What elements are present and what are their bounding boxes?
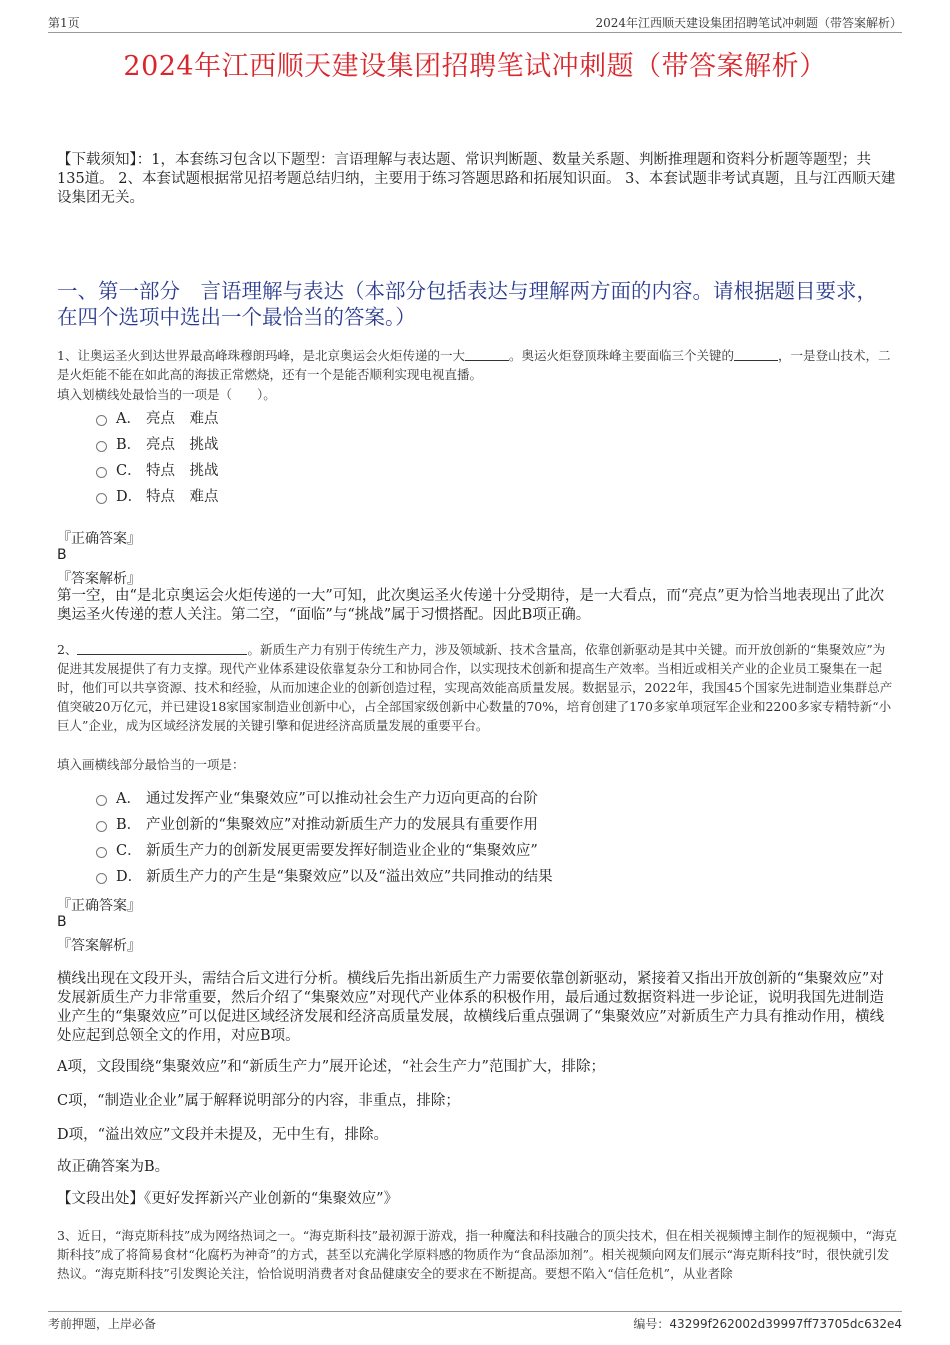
option-d[interactable]: D． 特点 难点 bbox=[96, 484, 219, 510]
answer-value: B bbox=[57, 914, 67, 930]
analysis-text: 第一空，由“是北京奥运会火炬传递的一大”可知，此次奥运圣火传递十分受期待，是一大看点，而“亮点”更为恰当地表现出了此次奥运圣火传递的惹人关注。第二空，“面临”与“挑战”属于习惯搭配。因此B项正确。 bbox=[57, 588, 885, 623]
option-d-note: D项，“溢出效应”文段并未提及，无中生有，排除。 bbox=[57, 1127, 388, 1143]
blank-line bbox=[77, 642, 247, 655]
radio-icon[interactable] bbox=[96, 441, 107, 452]
answer-label: 『正确答案』 bbox=[57, 531, 141, 547]
option-b[interactable]: B． 产业创新的“集聚效应”对推动新质生产力的发展具有重要作用 bbox=[96, 812, 553, 838]
analysis-text: 横线出现在文段开头，需结合后文进行分析。横线后先指出新质生产力需要依靠创新驱动，紧接着又指出开放创新的“集聚效应”对发展新质生产力非常重要，然后介绍了“集聚效应”对现代产业体系的积极作用，最后通过数据资料进一步论证，说明我国先进制造业产生的“集聚效应”可以促进区域经济发展和经济高质量发展，故横线后重点强调了“集聚效应”对新质生产力具有推动作用，横线处应起到总领全文的作用，对应B项。 bbox=[57, 971, 885, 1044]
radio-icon[interactable] bbox=[96, 847, 107, 858]
question-2-text: 2、 。新质生产力有别于传统生产力，涉及领域新、技术含量高，依靠创新驱动是其中关键。而开放创新的“集聚效应”为促进其发展提供了有力支撑。现代产业体系建设依靠复杂分工和协同合作，以实现技术创新和提高生产效率。当相近或相关产业的企业员工聚集在一起时，他们可以共享资源、技术和经验，从而加速企业的创新创造过程，实现高效能高质量发展。数据显示，2022年，我国45个国家先进制造业集群总产值突破20万亿元，并已建设18家国家制造业创新中心，占全部国家级创新中心数量的70%，培育创建了170多家单项冠军企业和2200多家专精特新“小巨人”企业，成为区域经济发展的关键引擎和促进经济高质量发展的重要平台。 bbox=[57, 642, 893, 733]
answer-label: 『正确答案』 bbox=[57, 898, 141, 914]
page-number: 第1页 bbox=[48, 16, 80, 30]
conclusion: 故正确答案为B。 bbox=[57, 1159, 170, 1175]
radio-icon[interactable] bbox=[96, 493, 107, 504]
option-a[interactable]: A． 亮点 难点 bbox=[96, 406, 219, 432]
download-notice: 【下载须知】：1，本套练习包含以下题型：言语理解与表达题、常识判断题、数量关系题、判断推理题和资料分析题等题型；共135道。 2、本套试题根据常见招考题总结归纳，主要用于练习答题思路和拓展知识面。 3、本套试题非考试真题，且与江西顺天建设集团无关。 bbox=[57, 152, 896, 206]
radio-icon[interactable] bbox=[96, 467, 107, 478]
radio-icon[interactable] bbox=[96, 821, 107, 832]
question-3-text: 3、近日，“海克斯科技”成为网络热词之一。“海克斯科技”最初源于游戏，指一种魔法和科技融合的顶尖技术，但在相关视频博主制作的短视频中，“海克斯科技”成了将简易食材“化腐朽为神奇”的方式，甚至以充满化学原料感的物质作为“食品添加剂”。相关视频向网友们展示“海克斯科技”时，很快就引发热议。“海克斯科技”引发舆论关注，恰恰说明消费者对食品健康安全的要求在不断提高。要想不陷入“信任危机”，从业者除 bbox=[57, 1228, 897, 1281]
option-a[interactable]: A． 通过发挥产业“集聚效应”可以推动社会生产力迈向更高的台阶 bbox=[96, 786, 553, 812]
radio-icon[interactable] bbox=[96, 873, 107, 884]
footer-slogan: 考前押题，上岸必备 bbox=[48, 1317, 157, 1331]
question-1-options bbox=[96, 406, 219, 510]
page-header bbox=[48, 14, 902, 33]
question-1-prompt: 填入划横线处最恰当的一项是（ ）。 bbox=[57, 387, 276, 402]
answer-value: B bbox=[57, 547, 67, 563]
blank-line bbox=[734, 348, 778, 361]
blank-line bbox=[465, 348, 509, 361]
radio-icon[interactable] bbox=[96, 795, 107, 806]
option-c[interactable]: C． 特点 挑战 bbox=[96, 458, 219, 484]
page-footer bbox=[48, 1311, 902, 1332]
option-a-note: A项，文段围绕“集聚效应”和“新质生产力”展开论述，“社会生产力”范围扩大，排除； bbox=[57, 1059, 605, 1075]
option-d[interactable]: D． 新质生产力的产生是“集聚效应”以及“溢出效应”共同推动的结果 bbox=[96, 864, 553, 890]
question-2-prompt: 填入画横线部分最恰当的一项是： bbox=[57, 757, 245, 772]
page-title: 2024年江西顺天建设集团招聘笔试冲刺题（带答案解析） bbox=[123, 51, 827, 82]
radio-icon[interactable] bbox=[96, 415, 107, 426]
option-c[interactable]: C． 新质生产力的创新发展更需要发挥好制造业企业的“集聚效应” bbox=[96, 838, 553, 864]
source-citation: 【文段出处】《更好发挥新兴产业创新的“集聚效应”》 bbox=[57, 1191, 399, 1207]
option-c-note: C项，“制造业企业”属于解释说明部分的内容，非重点，排除； bbox=[57, 1093, 460, 1109]
question-1-text: 1、让奥运圣火到达世界最高峰珠穆朗玛峰，是北京奥运会火炬传递的一大 。奥运火炬登顶珠峰主要面临三个关键的 ，一是登山技术，二是火炬能不能在如此高的海拔正常燃烧，还有一个是能否顺利实现电视直播。 bbox=[57, 348, 891, 382]
analysis-label: 『答案解析』 bbox=[57, 571, 141, 587]
option-b[interactable]: B． 亮点 挑战 bbox=[96, 432, 219, 458]
analysis-label: 『答案解析』 bbox=[57, 938, 141, 954]
footer-code: 编号：43299f262002d39997ff73705dc632e4 bbox=[633, 1317, 902, 1331]
section-heading: 一、第一部分 言语理解与表达（本部分包括表达与理解两方面的内容。请根据题目要求，在四个选项中选出一个最恰当的答案。） bbox=[57, 279, 877, 329]
question-2-options bbox=[96, 786, 553, 890]
header-doc-title: 2024年江西顺天建设集团招聘笔试冲刺题（带答案解析） bbox=[595, 16, 902, 30]
